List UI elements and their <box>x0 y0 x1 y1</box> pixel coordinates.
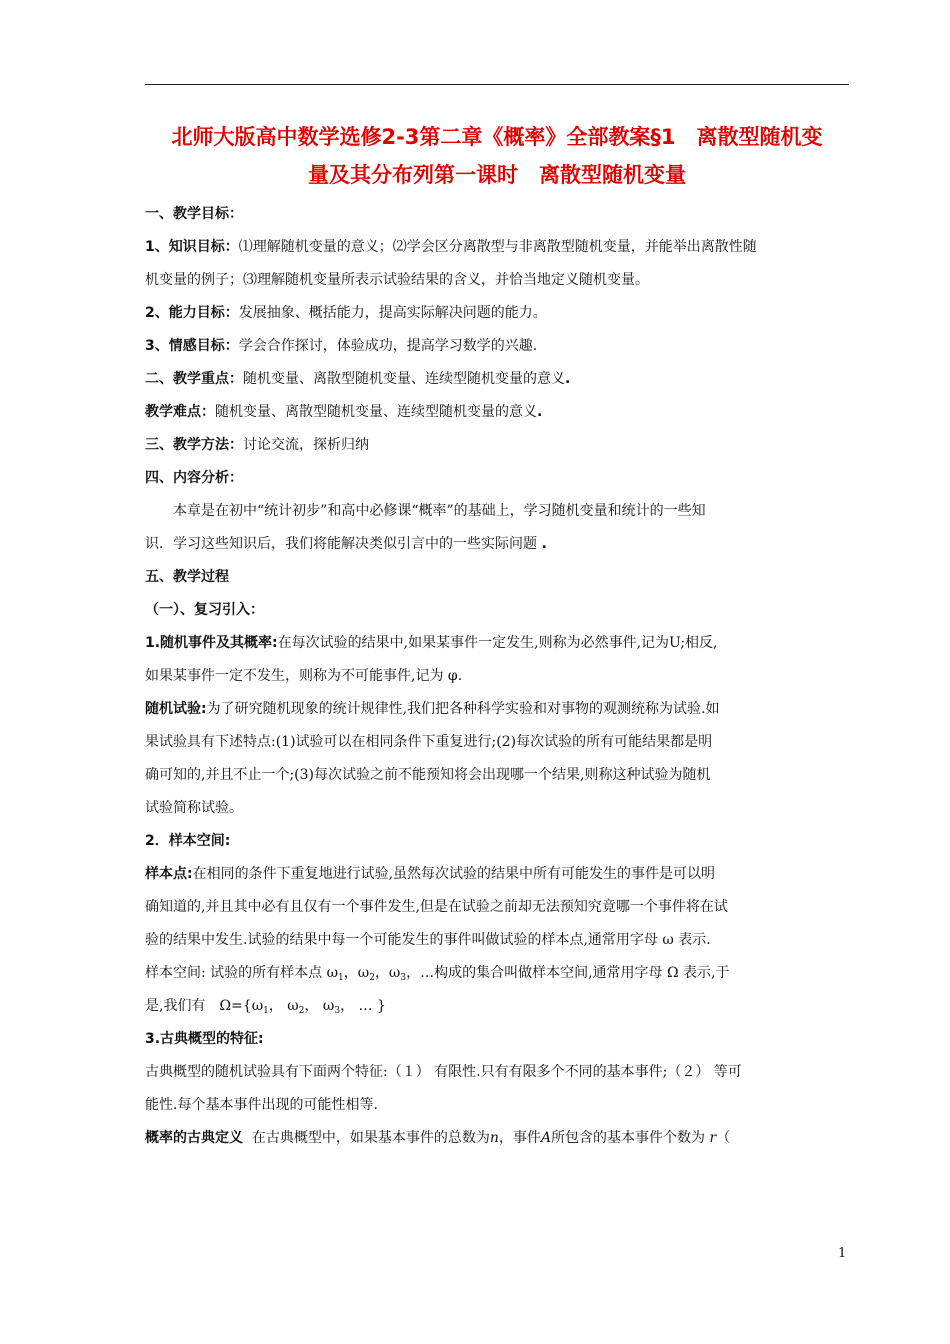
knowledge-objective-line-1: 1、知识目标：⑴理解随机变量的意义；⑵学会区分离散型与非离散型随机变量，并能举出离散性随 <box>145 239 757 255</box>
sample-point-line-3: 验的结果中发生.试验的结果中每一个可能发生的事件叫做试验的样本点,通常用字母 ω 表示. <box>145 932 711 948</box>
random-trial-line-3: 确可知的,并且不止一个;(3)每次试验之前不能预知将会出现哪一个结果,则称这种试验为随机 <box>145 767 711 783</box>
section-objectives-heading: 一、教学目标： <box>145 206 243 222</box>
random-trial-line-1: 随机试验:为了研究随机现象的统计规律性,我们把各种科学实验和对事物的观测统称为试验.如 <box>145 701 720 717</box>
random-trial-line-2: 果试验具有下述特点:(1)试验可以在相同条件下重复进行;(2)每次试验的所有可能结果都是明 <box>145 734 713 750</box>
content-analysis-heading: 四、内容分析： <box>145 470 243 486</box>
header-rule <box>145 84 849 85</box>
classical-model-line-2: 能性.每个基本事件出现的可能性相等. <box>145 1097 378 1113</box>
teaching-method: 三、教学方法：讨论交流，探析归纳 <box>145 437 369 453</box>
random-trial-line-4: 试验简称试验。 <box>145 800 243 816</box>
sample-space-line-1: 样本空间: 试验的所有样本点 $\omega_1$，$\omega_2$，$\omega_3$，…构成的集合叫做样本空间,通常用字母 Ω 表示,于 <box>145 965 730 983</box>
key-points: 二、教学重点：随机变量、离散型随机变量、连续型随机变量的意义. <box>145 371 571 387</box>
page-number: 1 <box>838 1246 847 1261</box>
sample-point-line-1: 样本点:在相同的条件下重复地进行试验,虽然每次试验的结果中所有可能发生的事件是可以明 <box>145 866 716 882</box>
analysis-line-2: 识．学习这些知识后，我们将能解决类似引言中的一些实际问题 . <box>145 536 547 552</box>
sample-space-heading: 2．样本空间: <box>145 833 231 849</box>
difficult-points: 教学难点：随机变量、离散型随机变量、连续型随机变量的意义. <box>145 404 543 420</box>
ability-objective: 2、能力目标：发展抽象、概括能力，提高实际解决问题的能力。 <box>145 305 547 321</box>
document-title <box>140 118 854 194</box>
classical-definition-line: 概率的古典定义 在古典概型中，如果基本事件的总数为n，事件A所包含的基本事件个数为 r（ <box>145 1130 731 1146</box>
random-event-line-2: 如果某事件一定不发生，则称为不可能事件,记为 φ. <box>145 668 463 684</box>
teaching-process-heading: 五、教学过程 <box>145 569 229 585</box>
sample-point-line-2: 确知道的,并且其中必有且仅有一个事件发生,但是在试验之前却无法预知究竟哪一个事件将在试 <box>145 899 728 915</box>
title-line-1: 北师大版高中数学选修2-3第二章《概率》全部教案§1 离散型随机变 <box>171 125 823 149</box>
title-line-2: 量及其分布列第一课时 离散型随机变量 <box>308 163 686 187</box>
classical-model-heading: 3.古典概型的特征: <box>145 1031 264 1047</box>
sample-space-line-2: 是,我们有 $\Omega=\{\omega_1$， $\omega_2$， $\omega_3$， … } <box>145 998 386 1016</box>
emotion-objective: 3、情感目标：学会合作探讨，体验成功，提高学习数学的兴趣. <box>145 338 538 354</box>
classical-model-line-1: 古典概型的随机试验具有下面两个特征:（１） 有限性.只有有限多个不同的基本事件;（２） 等可 <box>145 1064 742 1080</box>
random-event-line-1: 1.随机事件及其概率:在每次试验的结果中,如果某事件一定发生,则称为必然事件,记为U;相反, <box>145 635 718 651</box>
review-heading: （一）、复习引入： <box>145 602 264 618</box>
analysis-line-1: 本章是在初中“统计初步”和高中必修课“概率”的基础上，学习随机变量和统计的一些知 <box>173 503 706 519</box>
knowledge-objective-line-2: 机变量的例子；⑶理解随机变量所表示试验结果的含义，并恰当地定义随机变量。 <box>145 272 649 288</box>
document-body <box>145 198 851 1155</box>
